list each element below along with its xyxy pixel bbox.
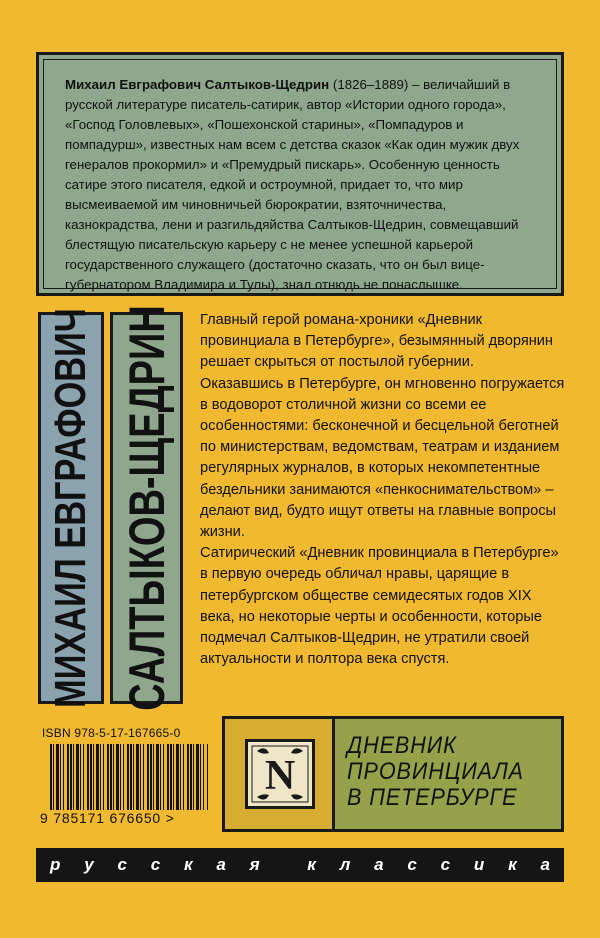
spine-last-name: САЛТЫКОВ-ЩЕДРИН — [118, 305, 175, 711]
spine-last-name-column — [110, 305, 183, 711]
series-name — [36, 848, 564, 882]
book-title-line-3: В ПЕТЕРБУРГЕ — [347, 784, 518, 811]
series-letter: а — [374, 855, 384, 874]
series-letter: л — [339, 855, 351, 874]
series-letter: с — [440, 855, 451, 874]
series-letter: к — [508, 855, 517, 874]
series-letter: р — [50, 855, 61, 874]
series-letter: я — [249, 855, 260, 874]
book-title-line-2: ПРОВИНЦИАЛА — [347, 758, 525, 785]
author-bio-name: Михаил Евграфович Салтыков-Щедрин — [65, 77, 330, 92]
publisher-logo-panel — [225, 719, 335, 829]
series-letter: а — [216, 855, 226, 874]
series-letter: с — [150, 855, 161, 874]
author-bio-box — [36, 52, 564, 296]
book-title-box — [222, 716, 564, 832]
series-letter: к — [183, 855, 193, 874]
book-title — [347, 733, 536, 811]
spine-first-name: МИХАИЛ ЕВГРАФОВИЧ — [46, 308, 95, 708]
logo-letter: N — [264, 753, 296, 799]
description-paragraph-2: Оказавшись в Петербурге, он мгновенно погружается в водоворот столичной жизни со всеми ее особенностями: бесконечной и бесцельной беготней по министерствам, ведомствам, театрам и изданием регулярных журналов, в которых некомпетентные бездельники занимаются «пенкоснимательством» – делают вид, будто ищут ответы на главные вопросы жизни. — [200, 375, 565, 541]
series-bar — [36, 848, 564, 882]
series-letter: а — [540, 855, 550, 874]
description-paragraph-3: Сатирический «Дневник провинциала в Петербурге» в первую очередь обличал нравы, царящие в петербургском обществе семидесятых годов XIX века, но некоторые черты и особенности, которые подмечал Салтыков-Щедрин, не утратили своей актуальности и полтора века спустя. — [200, 545, 559, 668]
book-description — [200, 310, 570, 670]
series-letter: с — [117, 855, 127, 874]
description-paragraph-1: Главный герой романа-хроники «Дневник провинциала в Петербурге», безымянный дворянин решает скрыться от постылой губернии. — [200, 312, 553, 371]
series-letter: с — [407, 855, 417, 874]
author-bio-text — [65, 75, 543, 295]
author-bio-body: (1826–1889) – величайший в русской литературе писатель-сатирик, автор «Истории одного города», «Господ Головлевых», «Пошехонской старины», «Помпадуров и помпадурш», известных нам всем с детства сказок «Как один мужик двух генералов прокормил» и «Премудрый пискарь». Особенную ценность сатире этого писателя, едкой и остроумной, придает то, что мир высмеиваемой им чиновничьей бюрократии, взяточничества, казнокрадства, лени и разгильдяйства Салтыков-Щедрин, совмещавший блестящую писательскую карьеру с не менее успешной карьерой государственного служащего (достаточно сказать, что он был вице-губернатором Владимира и Тулы), знал отнюдь не понаслышке. — [65, 77, 520, 292]
series-letter: у — [84, 855, 94, 874]
spine-first-name-column — [38, 308, 104, 708]
isbn-label: ISBN 978-5-17-167665-0 — [42, 726, 181, 740]
barcode-image — [50, 744, 208, 810]
isbn-block — [40, 718, 212, 830]
book-title-line-1: ДНЕВНИК — [347, 732, 457, 759]
series-letter: к — [307, 855, 316, 874]
series-letter: и — [473, 855, 485, 874]
publisher-logo-icon — [245, 739, 315, 809]
barcode-digits: 9 785171 676650 > — [40, 810, 175, 826]
